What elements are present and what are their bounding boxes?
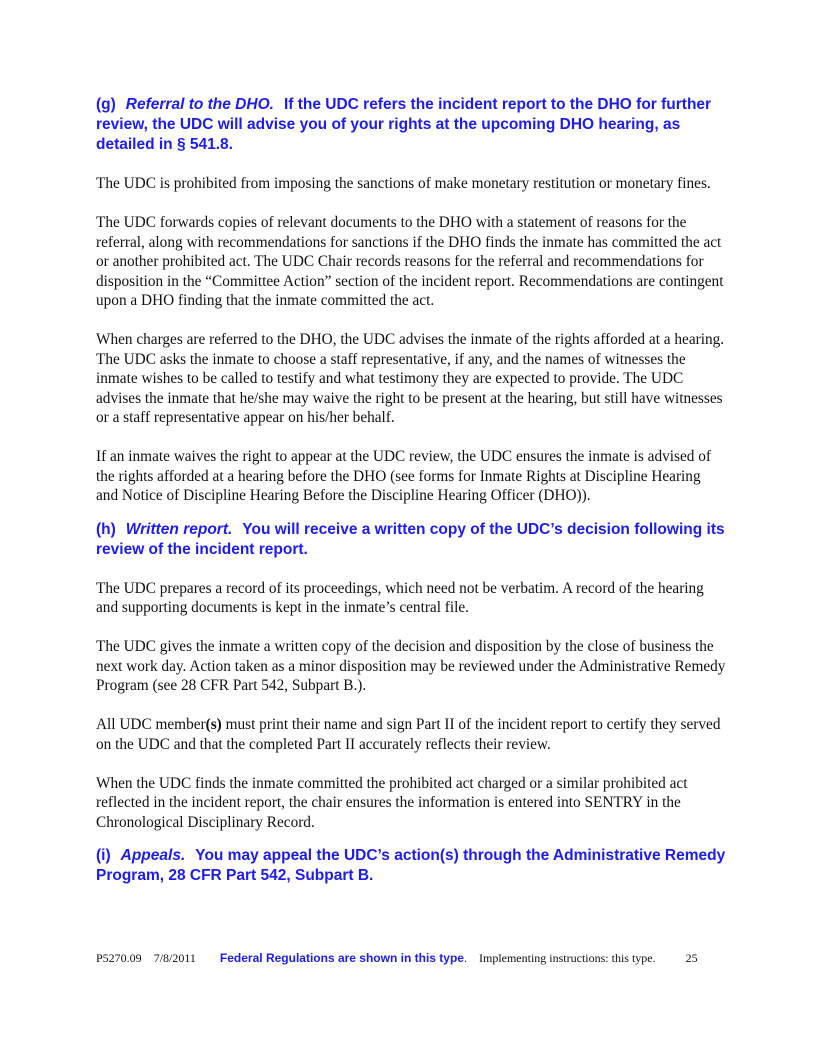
document-page: [96, 95, 726, 905]
regulation-type-note: Federal Regulations are shown in this type: [219, 951, 464, 965]
section-title: Written report.: [125, 520, 233, 538]
regulation-g: [96, 95, 726, 155]
paragraph: The UDC forwards copies of relevant documents to the DHO with a statement of reasons for the referral, along with recommendations for sanctions if the DHO finds the inmate has committed the act or another prohibited act. The UDC Chair records reasons for the referral and recommendations for disposition in the “Committee Action” section of the incident report. Recommendations are contingent upon a DHO finding that the inmate committed the act.: [96, 214, 724, 309]
section-label: (i): [96, 847, 111, 864]
regulation-h: [96, 520, 726, 560]
page-number: 25: [685, 951, 698, 965]
paragraph: The UDC prepares a record of its proceedings, which need not be verbatim. A record of the hearing and supporting documents is kept in the inmate’s central file.: [96, 579, 704, 616]
doc-date: 7/8/2011: [153, 951, 196, 965]
paragraph-udc-member: [96, 715, 726, 754]
section-label: (h): [96, 520, 116, 538]
paragraph: When the UDC finds the inmate committed the prohibited act charged or a similar prohibited act reflected in the incident report, the chair ensures the information is entered into SENTRY in the Chronological Disciplinary Record.: [96, 774, 688, 831]
section-title: Referral to the DHO.: [125, 96, 274, 113]
regulation-text: If the UDC refers the incident report to the DHO for further review, the UDC will advise you of your rights at the upcoming DHO hearing, as detailed in § 541.8.: [96, 96, 712, 153]
implementing-note: Implementing instructions: this type.: [478, 951, 656, 965]
doc-number: P5270.09: [96, 951, 142, 965]
text-run: All UDC member: [96, 716, 206, 733]
paragraph: The UDC is prohibited from imposing the sanctions of make monetary restitution or monetary fines.: [96, 175, 711, 192]
page-footer: [96, 951, 736, 966]
section-label: (g): [96, 96, 116, 113]
paragraph: If an inmate waives the right to appear at the UDC review, the UDC ensures the inmate is advised of the rights afforded at a hearing before the DHO (see forms for Inmate Rights at Discipline Hearing and Notice of Discipline Hearing Before the Discipline Hearing Officer (DHO)).: [96, 448, 711, 504]
regulation-text: You may appeal the UDC’s action(s) through the Administrative Remedy Program, 28 CFR Part 542, Subpart B.: [96, 847, 726, 884]
section-title: Appeals.: [120, 847, 186, 864]
paragraph: The UDC gives the inmate a written copy of the decision and disposition by the close of business the next work day. Action taken as a minor disposition may be reviewed under the Administrative Remedy Program (see 28 CFR Part 542, Subpart B.).: [96, 638, 726, 694]
bold-text: (s): [205, 716, 222, 733]
paragraph: When charges are referred to the DHO, the UDC advises the inmate of the rights afforded at a hearing. The UDC asks the inmate to choose a staff representative, if any, and the names of witnesses the inmate wishes to be called to testify and what testimony they are expected to provide. The UDC advises the inmate that he/she may waive the right to be present at the hearing, but still have witnesses or a staff representative appear on his/her behalf.: [96, 331, 725, 426]
regulation-text: You will receive a written copy of the UDC’s decision following its review of the incident report.: [96, 520, 725, 558]
footer-period: .: [463, 951, 467, 965]
regulation-i: [96, 846, 726, 886]
text-run: must print their name and sign Part II of the incident report to certify they served on the UDC and that the completed Part II accurately reflects their review.: [96, 716, 721, 753]
